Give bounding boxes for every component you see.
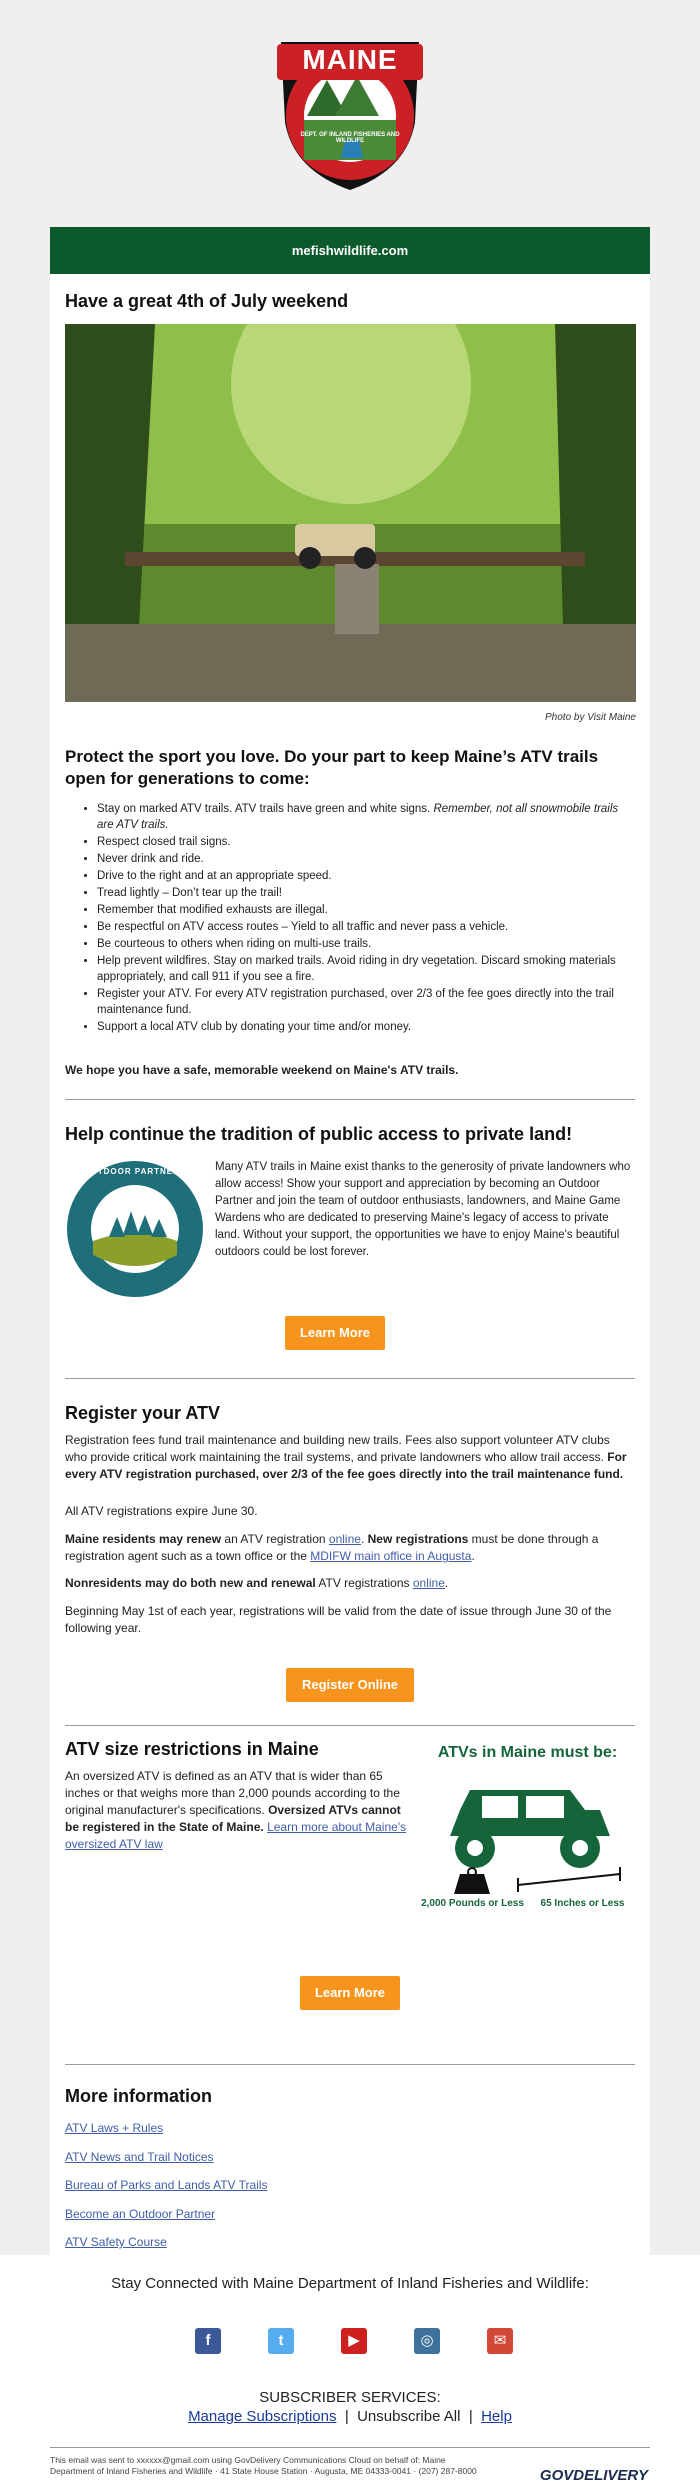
atv-news-link[interactable]: ATV News and Trail Notices bbox=[65, 2150, 214, 2164]
divider bbox=[65, 1378, 635, 1379]
weight-label: 2,000 Pounds or Less bbox=[421, 1898, 524, 1909]
rule-text: Stay on marked ATV trails. ATV trails have green and white signs. bbox=[97, 803, 434, 815]
register-p1-text: Registration fees fund trail maintenance and building new trails. Fees also support volunteer ATV clubs who provide critical work maintaining the trail systems, and private landowners who allow trail access. bbox=[65, 1433, 610, 1464]
new-registrations-bold: New registrations bbox=[367, 1532, 469, 1546]
register-p2: All ATV registrations expire June 30. bbox=[65, 1504, 258, 1518]
stay-connected-text: Stay Connected with Maine Department of Inland Fisheries and Wildlife: bbox=[111, 2275, 589, 2292]
footer bbox=[0, 2255, 700, 2492]
nonresident-online-link[interactable]: online bbox=[412, 1576, 445, 1590]
rule-item bbox=[97, 868, 630, 884]
register-p4 bbox=[65, 1575, 635, 1592]
divider bbox=[65, 1099, 635, 1100]
register-p5: Beginning May 1st of each year, registrations will be valid from the date of issue through June 30 of the following year. bbox=[65, 1604, 612, 1635]
renew-online-link[interactable]: online bbox=[328, 1532, 361, 1546]
footer-divider bbox=[50, 2447, 650, 2448]
hero-photo bbox=[65, 324, 636, 702]
rule-text: Drive to the right and at an appropriate speed. bbox=[97, 870, 332, 882]
register-p3-text-a: an ATV registration bbox=[221, 1532, 329, 1546]
divider bbox=[65, 2064, 635, 2065]
register-online-button[interactable]: Register Online bbox=[286, 1668, 414, 1702]
rules-list-wrap bbox=[75, 801, 630, 1036]
disclaimer: This email was sent to xxxxxx@gmail.com using GovDelivery Communications Cloud on behalf of: Maine Department of Inland Fisheries and Wildlife · 41 State House Station · Augusta, ME 04333-0041 · (207) 287-8000 bbox=[50, 2455, 477, 2476]
partners-body: Many ATV trails in Maine exist thanks to the generosity of private landowners who allow access! Show your support and appreciation by becoming an Outdoor Partner and join the team of outdoor enthusiasts, landowners, and Maine Game Wardens who are dedicated to preserving Maine's legacy of access to private land. Without your support, the opportunities we have to enjoy Maine's beautiful outdoors could be lost forever. bbox=[215, 1161, 631, 1258]
rule-item bbox=[97, 936, 630, 952]
email-icon[interactable]: ✉ bbox=[487, 2328, 513, 2354]
main-content bbox=[50, 274, 650, 2273]
rule-text: Support a local ATV club by donating your time and/or money. bbox=[97, 1021, 412, 1033]
parks-trails-link[interactable]: Bureau of Parks and Lands ATV Trails bbox=[65, 2178, 268, 2192]
unsubscribe-all-link[interactable]: Unsubscribe All bbox=[357, 2408, 461, 2425]
register-p3-text-b: . bbox=[360, 1532, 368, 1546]
size-heading: ATV size restrictions in Maine bbox=[65, 1739, 319, 1759]
subscriber-services-label: SUBSCRIBER SERVICES: bbox=[259, 2389, 441, 2406]
protect-heading: Protect the sport you love. Do your part to keep Maine’s ATV trails open for generations to come: bbox=[65, 747, 599, 788]
register-p1-bold: For every ATV registration purchased, over 2/3 of the fee goes directly into the trail maintenance fund. bbox=[65, 1450, 627, 1481]
more-heading: More information bbox=[65, 2086, 212, 2106]
nonresidents-bold: Nonresidents may do both new and renewal bbox=[65, 1576, 316, 1590]
instagram-icon[interactable]: ◎ bbox=[414, 2328, 440, 2354]
partners-logo-text: OUTDOOR PARTNERS bbox=[83, 1167, 187, 1176]
register-p1 bbox=[65, 1432, 635, 1483]
rule-item bbox=[97, 885, 630, 901]
register-p3-text-c: must be done through a registration agent such as a town office or the bbox=[65, 1532, 599, 1563]
rule-text: Register your ATV. For every ATV registration purchased, over 2/3 of the fee goes directly into the trail maintenance fund. bbox=[97, 988, 614, 1016]
rule-text: Be courteous to others when riding on multi-use trails. bbox=[97, 938, 372, 950]
outdoor-partners-logo bbox=[65, 1159, 205, 1299]
rule-note: Remember, not all snowmobile trails are ATV trails. bbox=[97, 803, 619, 831]
rule-text: Respect closed trail signs. bbox=[97, 836, 231, 848]
rule-text: Help prevent wildfires. Stay on marked trails. Avoid riding in dry vegetation. Discard smoking materials appropriately, and call 911 if you see a fire. bbox=[97, 955, 616, 983]
register-p3-text-d: . bbox=[471, 1549, 475, 1563]
logo-maine-text: MAINE bbox=[302, 44, 398, 75]
youtube-icon[interactable]: ▶ bbox=[341, 2328, 367, 2354]
rule-item bbox=[97, 902, 630, 918]
logo-ring-text: DEPT. OF INLAND FISHERIES AND WILDLIFE bbox=[300, 132, 400, 144]
protect-closing: We hope you have a safe, memorable weekend on Maine's ATV trails. bbox=[65, 1063, 459, 1077]
rule-text: Be respectful on ATV access routes – Yield to all traffic and never pass a vehicle. bbox=[97, 921, 509, 933]
rule-item bbox=[97, 851, 630, 867]
register-p3 bbox=[65, 1531, 635, 1565]
logo-area bbox=[0, 0, 700, 227]
register-p4-text-b: . bbox=[444, 1576, 449, 1590]
partners-learn-more-button[interactable]: Learn More bbox=[285, 1316, 385, 1350]
outdoor-partner-link[interactable]: Become an Outdoor Partner bbox=[65, 2207, 216, 2221]
register-p4-text-a: ATV registrations bbox=[315, 1576, 413, 1590]
help-link[interactable]: Help bbox=[481, 2408, 512, 2425]
hero-title: Have a great 4th of July weekend bbox=[65, 291, 349, 311]
oversized-atv-law-link[interactable]: Learn more about Maine's oversized ATV law bbox=[65, 1820, 407, 1851]
rule-item bbox=[97, 834, 630, 850]
rules-list bbox=[75, 801, 630, 1035]
facebook-icon[interactable]: f bbox=[195, 2328, 221, 2354]
size-bold: Oversized ATVs cannot be registered in the State of Maine. bbox=[65, 1803, 401, 1834]
subscriber-links bbox=[0, 2408, 700, 2425]
separator: | bbox=[468, 2408, 473, 2425]
size-body-text: An oversized ATV is defined as an ATV that is wider than 65 inches or that weighs more than 2,000 pounds according to the original manufacturer's specifications. bbox=[65, 1769, 400, 1817]
safety-course-link[interactable]: ATV Safety Course bbox=[65, 2235, 167, 2249]
rule-text: Tread lightly – Don’t tear up the trail! bbox=[97, 887, 282, 899]
main-office-link[interactable]: MDIFW main office in Augusta bbox=[310, 1549, 472, 1563]
rule-item bbox=[97, 801, 630, 833]
size-body bbox=[65, 1768, 415, 1853]
rule-item bbox=[97, 919, 630, 935]
partners-heading: Help continue the tradition of public access to private land! bbox=[65, 1124, 573, 1144]
photo-caption: Photo by Visit Maine bbox=[545, 712, 636, 723]
govdelivery-logo[interactable]: GOVDELIVERY bbox=[539, 2467, 648, 2484]
separator: | bbox=[344, 2408, 349, 2425]
rule-text: Never drink and ride. bbox=[97, 853, 204, 865]
rule-item bbox=[97, 986, 630, 1018]
rule-text: Remember that modified exhausts are illegal. bbox=[97, 904, 328, 916]
graphic-title: ATVs in Maine must be: bbox=[437, 1744, 618, 1761]
residents-renew-bold: Maine residents may renew bbox=[65, 1532, 222, 1546]
site-banner[interactable]: mefishwildlife.com bbox=[50, 227, 650, 274]
width-label: 65 Inches or Less bbox=[540, 1898, 625, 1909]
rule-item bbox=[97, 953, 630, 985]
rule-item bbox=[97, 1019, 630, 1035]
atv-laws-link[interactable]: ATV Laws + Rules bbox=[65, 2121, 164, 2135]
manage-subscriptions-link[interactable]: Manage Subscriptions bbox=[188, 2408, 337, 2425]
size-learn-more-button[interactable]: Learn More bbox=[300, 1976, 400, 2010]
divider bbox=[65, 1725, 635, 1726]
atv-size-graphic bbox=[420, 1744, 635, 1914]
twitter-icon[interactable]: t bbox=[268, 2328, 294, 2354]
register-heading: Register your ATV bbox=[65, 1403, 221, 1423]
